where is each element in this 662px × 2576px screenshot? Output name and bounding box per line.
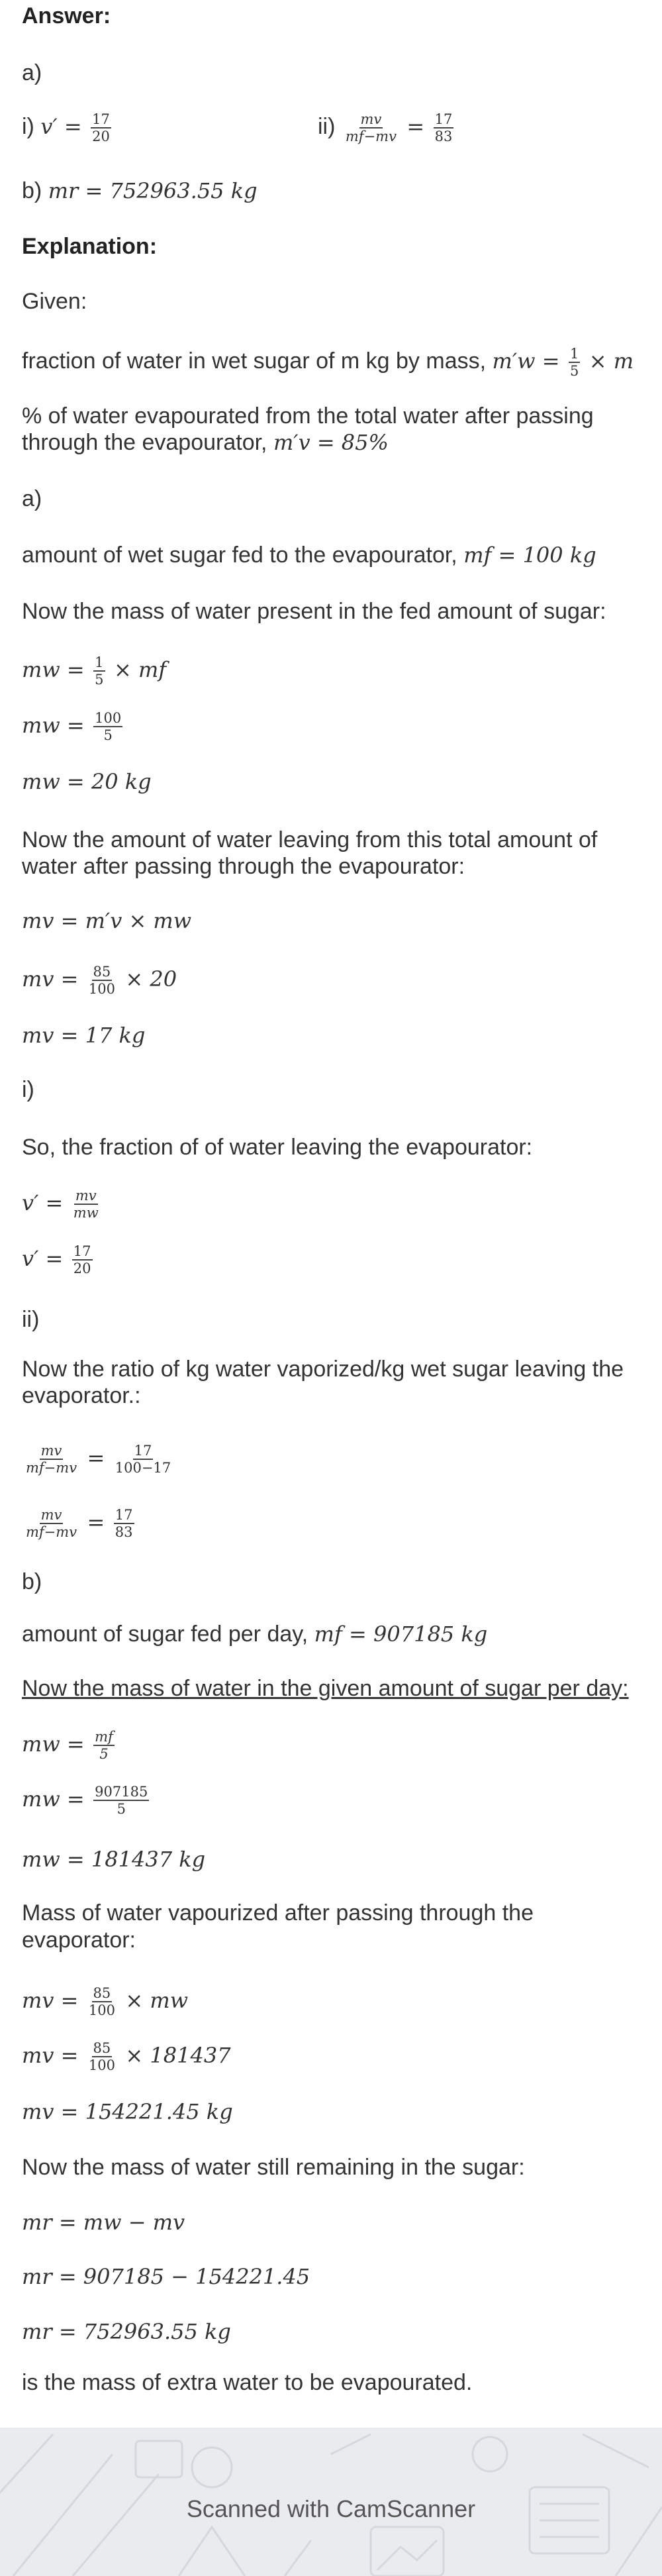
equation-19: mr = 752963.55 kg	[22, 2319, 231, 2344]
ratio-line1: Now the ratio of kg water vaporized/kg wet sugar leaving the	[22, 1357, 624, 1382]
equation-17: mr = mw − mv	[22, 2210, 185, 2235]
water-leaving-line2: water after passing through the evapourator:	[22, 854, 465, 879]
equation-8: v′ = $\frac{17}{20}$	[22, 1243, 91, 1276]
answer-part-b	[22, 178, 258, 204]
vapourized-line1: Mass of water vapourized after passing through the	[22, 1900, 534, 1926]
equation-3: mw = 20 kg	[22, 769, 152, 794]
explanation-part-b-label: b)	[22, 1569, 42, 1594]
fraction-water-line: fraction of water in wet sugar of m kg by mass, m′w = $\frac{1}{5}$ × m	[22, 346, 634, 379]
percent-evaporated-line1: % of water evapourated from the total water after passing	[22, 403, 594, 429]
equation-7: v′ = $\frac{mv}{mw}$	[22, 1188, 99, 1221]
answer-ii-label: ii)	[318, 113, 336, 139]
fraction-leaving-text: So, the fraction of of water leaving the evapourator:	[22, 1135, 533, 1160]
answer-part-a-label: a)	[22, 60, 42, 85]
equation-16: mv = 154221.45 kg	[22, 2099, 233, 2124]
equation-18: mr = 907185 − 154221.45	[22, 2264, 310, 2289]
equation-10: $\frac{mv}{mf-mv}$ = $\frac{17}{83}$	[26, 1507, 133, 1540]
remaining-text: Now the mass of water still remaining in the sugar:	[22, 2155, 525, 2180]
final-text: is the mass of extra water to be evapourated.	[22, 2370, 473, 2395]
ratio-line2: evaporator.:	[22, 1383, 141, 1408]
explanation-part-i-label: i)	[22, 1077, 34, 1102]
equation-15: mv = $\frac{85}{100}$ × 181437	[22, 2040, 231, 2073]
answer-b-label: b)	[22, 178, 42, 203]
wet-sugar-line: amount of wet sugar fed to the evapourator, mf = 100 kg	[22, 542, 596, 568]
answer-heading: Answer:	[22, 3, 111, 28]
mass-per-day-text: Now the mass of water in the given amount of sugar per day:	[22, 1676, 629, 1701]
percent-evaporated-line2: through the evapourator, m′v = 85%	[22, 430, 389, 455]
answer-i-fraction: $\frac{17}{20}$	[92, 111, 110, 144]
given-label: Given:	[22, 289, 87, 314]
camscanner-footer	[0, 2428, 662, 2576]
equation-13: mw = 181437 kg	[22, 1847, 206, 1872]
explanation-part-a-label: a)	[22, 486, 42, 511]
answer-i-label: i)	[22, 113, 34, 139]
vapourized-line2: evaporator:	[22, 1928, 136, 1953]
equation-1: mw = $\frac{1}{5}$ × mf	[22, 654, 167, 688]
equation-11: mw = $\frac{mf}{5}$	[22, 1729, 113, 1762]
equation-14: mv = $\frac{85}{100}$ × mw	[22, 1985, 189, 2018]
sugar-per-day-line: amount of sugar fed per day, mf = 907185 kg	[22, 1622, 488, 1647]
equation-12: mw = $\frac{907185}{5}$	[22, 1784, 148, 1817]
mass-water-text: Now the mass of water present in the fed amount of sugar:	[22, 599, 606, 624]
equation-6: mv = 17 kg	[22, 1023, 146, 1048]
equation-4: mv = m′v × mw	[22, 908, 192, 933]
answer-b-expression: mr = 752963.55 kg	[48, 178, 258, 203]
explanation-heading: Explanation:	[22, 234, 158, 259]
answer-ii-lhs-fraction: $\frac{mv}{mf-mv}$	[345, 111, 397, 144]
equation-5: mv = $\frac{85}{100}$ × 20	[22, 964, 177, 997]
answer-ii-rhs-fraction: $\frac{17}{83}$	[434, 111, 453, 144]
answer-i-lhs: v′ =	[40, 113, 82, 139]
answer-part-i	[22, 111, 114, 144]
answer-part-ii: ii) $\frac{mv}{mf-mv}$ = $\frac{17}{83}$	[318, 111, 453, 144]
water-leaving-line1: Now the amount of water leaving from this total amount of	[22, 827, 598, 852]
scanner-watermark-text: Scanned with CamScanner	[186, 2495, 476, 2522]
equation-2: mw = $\frac{100}{5}$	[22, 710, 122, 743]
equation-9: $\frac{mv}{mf-mv}$ = $\frac{17}{100-17}$	[26, 1443, 171, 1476]
explanation-part-ii-label: ii)	[22, 1307, 40, 1332]
